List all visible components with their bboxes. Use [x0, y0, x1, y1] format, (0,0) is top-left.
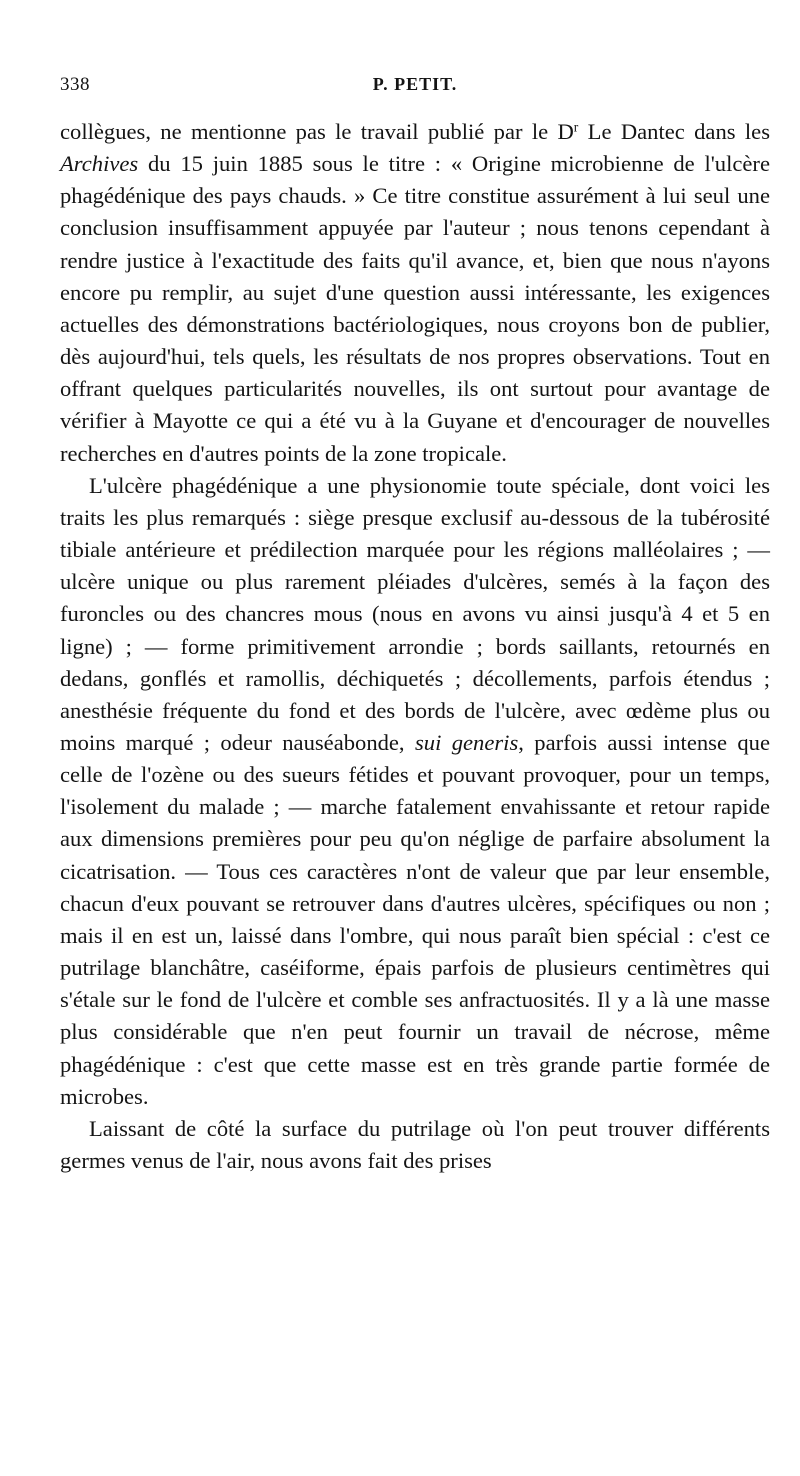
document-page	[60, 72, 770, 1177]
paragraph-2	[60, 470, 770, 1113]
running-head: P. PETIT.	[372, 74, 458, 94]
text-run: Le Dantec dans les	[578, 119, 770, 144]
text-run: du 15 juin 1885 sous le titre : « Origine microbienne de l'ulcère phagédénique des pays chauds. » Ce titre constitue assurément à lui seul une conclusion insuffisamment appuyée par l'auteur ; nous tenons cependant à rendre justice à l'exactitude des faits qu'il avance, et, bien que nous n'ayons encore pu remplir, au sujet d'une question aussi intéressante, les exigences actuelles des démonstrations bactériologiques, nous croyons bon de publier, dès aujourd'hui, tels quels, les résultats de nos propres observations. Tout en offrant quelques particularités nouvelles, ils ont surtout pour avantage de vérifier à Mayotte ce qui a été vu à la Guyane et d'encourager de nouvelles recherches en d'autres points de la zone tropicale.	[60, 151, 770, 466]
page-number: 338	[60, 74, 90, 95]
text-run: L'ulcère phagédénique a une physionomie toute spéciale, dont voici les traits les plus remarqués : siège presque exclusif au-dessous de la tubérosité tibiale antérieure et prédilection marquée pour les régions malléolaires ; — ulcère unique ou plus rarement pléiades d'ulcères, semés à la façon des furoncles ou des chancres mous (nous en avons vu ainsi jusqu'à 4 et 5 en ligne) ; — forme primitivement arrondie ; bords saillants, retournés en dedans, gonflés et ramollis, déchiquetés ; décollements, parfois étendus ; anesthésie fréquente du fond et des bords de l'ulcère, avec œdème plus ou moins marqué ; odeur nauséabonde,	[60, 472, 770, 755]
paragraph-3	[60, 1113, 770, 1177]
journal-title: Archives	[60, 151, 139, 177]
text-run: , parfois aussi intense que celle de l'ozène ou des sueurs fétides et pouvant provoquer, pour un temps, l'isolement du malade ; — marche fatalement envahissante et retour rapide aux dimensions premières pour peu qu'on néglige de parfaire absolument la cicatrisation. — Tous ces caractères n'ont de valeur que par leur ensemble, chacun d'eux pouvant se retrouver dans d'autres ulcères, spécifiques ou non ; mais il en est un, laissé dans l'ombre, qui nous paraît bien spécial : c'est ce putrilage blanchâtre, caséiforme, épais parfois de plusieurs centimètres qui s'étale sur le fond de l'ulcère et comble ses anfractuosités. Il y a là une masse plus considérable que n'en peut fournir un travail de nécrose, même phagédénique : c'est que cette masse est en très grande partie formée de microbes.	[60, 729, 770, 1109]
superscript: r	[573, 119, 579, 135]
paragraph-1	[60, 116, 770, 470]
page-header	[60, 72, 770, 106]
text-run: collègues, ne mentionne pas le travail publié par le D	[60, 119, 574, 144]
italic-phrase: sui generis	[414, 729, 519, 755]
text-run: Laissant de côté la surface du putrilage où l'on peut trouver différents germes venus de l'air, nous avons fait des prises	[60, 1115, 770, 1173]
